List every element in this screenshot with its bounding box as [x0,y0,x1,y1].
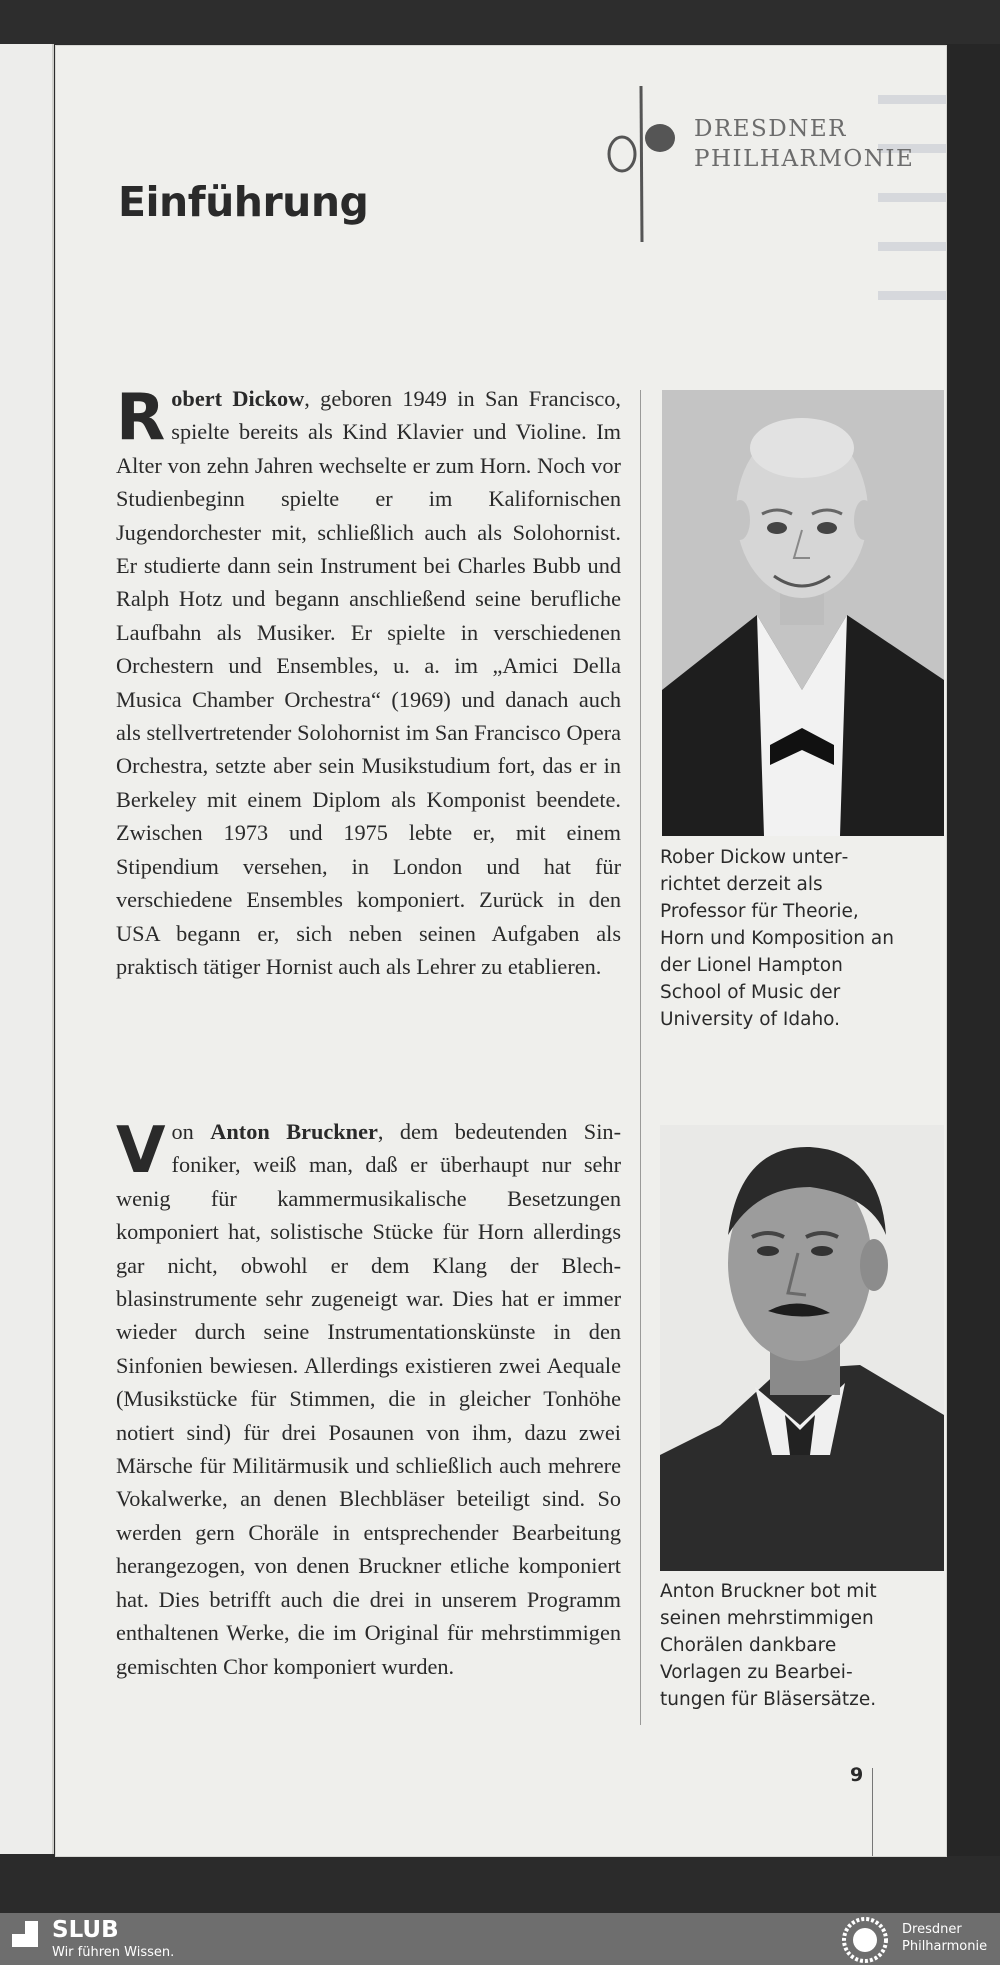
next-page-stripes [878,95,946,315]
portrait-dickow [662,390,944,836]
caption-dickow: Rober Dickow unterrichtet derzeit als Professor für Theorie, Horn und Komposition an der Lionel Hampton School of Music der University of Idaho. [660,847,894,1030]
footer-bar [0,1913,1000,1965]
scan-background-right [946,44,1000,1856]
article-paragraph-dickow [116,382,621,983]
logo-text-dresdner: DRESDNER [694,116,847,142]
dp-logo-icon [604,82,694,252]
previous-page-edge [0,44,54,1854]
page-number-rule [872,1768,873,1856]
photo-dickow [662,390,944,836]
paragraph-text: , dem bedeutenden Sinfoniker, weiß man, daß er überhaupt nur sehr wenig für kammermusikalische Besetzungen komponiert hat, solistische Stücke für Horn allerdings gar nicht, obwohl er dem Klang der Blechblasinstrumente sehr zugeneigt war. Dies hat er immer wieder durch seine Instrumentationskünste in den Sinfonien bewiesen. Allerdings existieren zwei Aequale (Musikstücke für Stimmen, die in gleicher Tonhöhe notiert sind) für drei Posaunen von ihm, dazu zwei Märsche für Militärmusik und schließlich auch mehrere Vokalwerke, an denen Blechbläser beteiligt sind. So werden gern Choräle in entsprechender Bearbeitung herangezogen, von denen Bruckner etliche komponiert hat. Dies betrifft auch die drei in unserem Programm enthaltenen Werke, die im Original für mehrstimmigen gemischten Chor komponiert wurden. [116,1119,621,1679]
portrait-bruckner [660,1125,944,1571]
dresdner-philharmonie-logo [604,82,915,252]
logo-text-philharmonie: PHILHARMONIE [694,146,915,172]
page-number: 9 [850,1764,864,1786]
page-title: Einführung [118,178,369,226]
dp-footer-logo-icon [842,1917,888,1963]
person-name-bruckner: Anton Bruckner [210,1119,378,1144]
slub-logo-icon [12,1921,38,1947]
slub-tagline: Wir führen Wissen. [52,1945,175,1960]
paragraph-prefix: on [171,1119,211,1144]
article-paragraph-bruckner [116,1115,621,1683]
photo-bruckner [660,1125,944,1571]
dropcap-r: R [116,381,166,455]
footer-philharmonie: Philharmonie [902,1939,988,1954]
column-divider [640,390,641,1725]
person-name-dickow: obert Dickow [171,386,305,411]
dropcap-v: V [116,1114,166,1188]
caption-bruckner: Anton Bruckner bot mit seinen mehrstimmigen Chorälen dankbare Vorlagen zu Bearbeitungen für Bläsersätze. [660,1581,877,1710]
footer-dresdner: Dresdner [902,1922,962,1937]
slub-name: SLUB [52,1917,119,1943]
scan-background-top [0,0,1000,44]
paragraph-text: , geboren 1949 in San Francisco, spielte bereits als Kind Klavier und Violine. Im Alter von zehn Jahren wechselte er zum Horn. Noch vor Studienbeginn spielte er im Kalifornischen Jugendorchester mit, schließlich auch als Solohornist. Er studierte dann sein Instrument bei Charles Bubb und Ralph Hotz und begann anschließend seine berufliche Laufbahn als Musiker. Er spielte in verschiedenen Orchestern und Ensembles, u. a. im „Amici Della Musica Chamber Orchestra“ (1969) und danach auch als stellvertretender Solohornist im San Francisco Opera Orchestra, setzte aber sein Musikstudium fort, das er in Berkeley mit einem Diplom als Komponist beendete. Zwischen 1973 und 1975 lebte er, mit einem Stipendium versehen, in London und hat für verschiedene Ensembles komponiert. Zurück in den USA begann er, sich neben seinen Aufgaben als praktisch tätiger Hornist auch als Lehrer zu etablieren. [116,386,622,979]
